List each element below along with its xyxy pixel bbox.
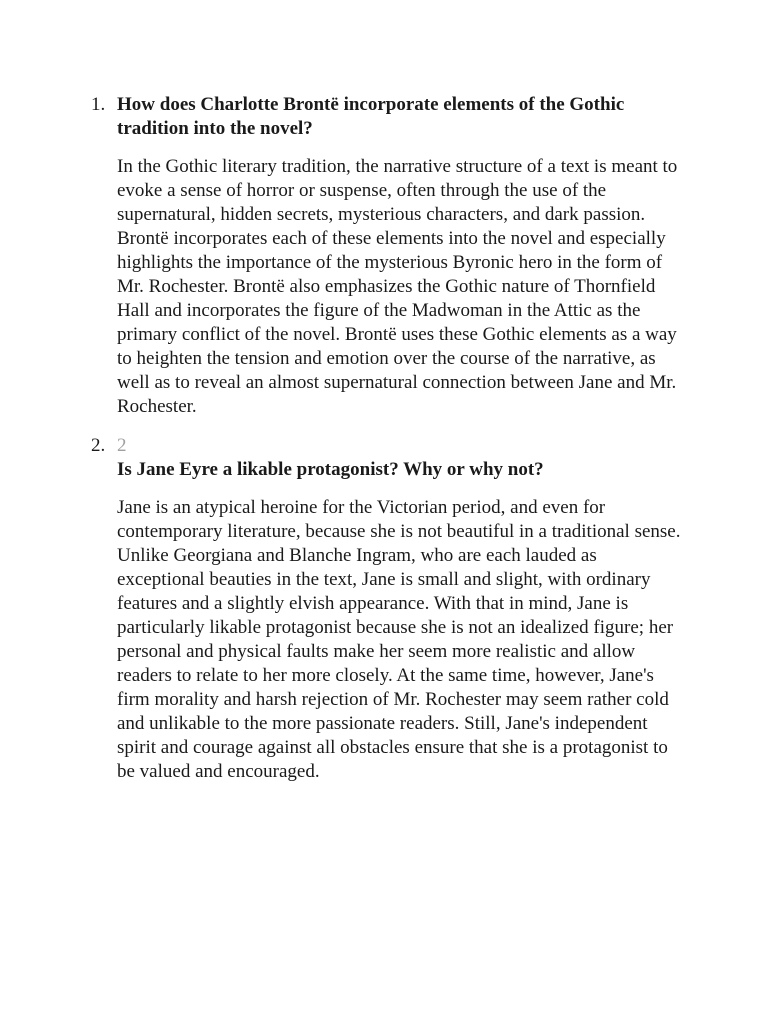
question-heading: How does Charlotte Brontë incorporate elements of the Gothic tradition into the novel? — [117, 94, 625, 139]
list-item-content — [117, 93, 687, 419]
answer-paragraph: Jane is an atypical heroine for the Victorian period, and even for contemporary literature, because she is not beautiful in a traditional sense. Unlike Georgiana and Blanche Ingram, who are each lauded as exceptional beauties in the text, Jane is small and slight, with ordinary features and a slightly elvish appearance. With that in mind, Jane is particularly likable protagonist because she is not an idealized figure; her personal and physical faults make her seem more realistic and allow readers to relate to her more closely. At the same time, however, Jane's firm morality and harsh rejection of Mr. Rochester may seem rather cold and unlikable to the more passionate readers. Still, Jane's independent spirit and courage against all obstacles ensure that she is a protagonist to be valued and encouraged. — [117, 497, 681, 782]
list-number: 2. — [91, 435, 106, 456]
list-item-content — [117, 434, 687, 784]
list-number: 1. — [91, 94, 106, 115]
sub-number: 2 — [117, 435, 127, 456]
question-heading: Is Jane Eyre a likable protagonist? Why or why not? — [117, 459, 544, 480]
answer-paragraph: In the Gothic literary tradition, the narrative structure of a text is meant to evoke a sense of horror or suspense, often through the use of the supernatural, hidden secrets, mysterious characters, and dark passion. Brontë incorporates each of these elements into the novel and especially highlights the importance of the mysterious Byronic hero in the form of Mr. Rochester. Brontë also emphasizes the Gothic nature of Thornfield Hall and incorporates the figure of the Madwoman in the Attic as the primary conflict of the novel. Brontë uses these Gothic elements as a way to heighten the tension and emotion over the course of the narrative, as well as to reveal an almost supernatural connection between Jane and Mr. Rochester. — [117, 156, 678, 417]
